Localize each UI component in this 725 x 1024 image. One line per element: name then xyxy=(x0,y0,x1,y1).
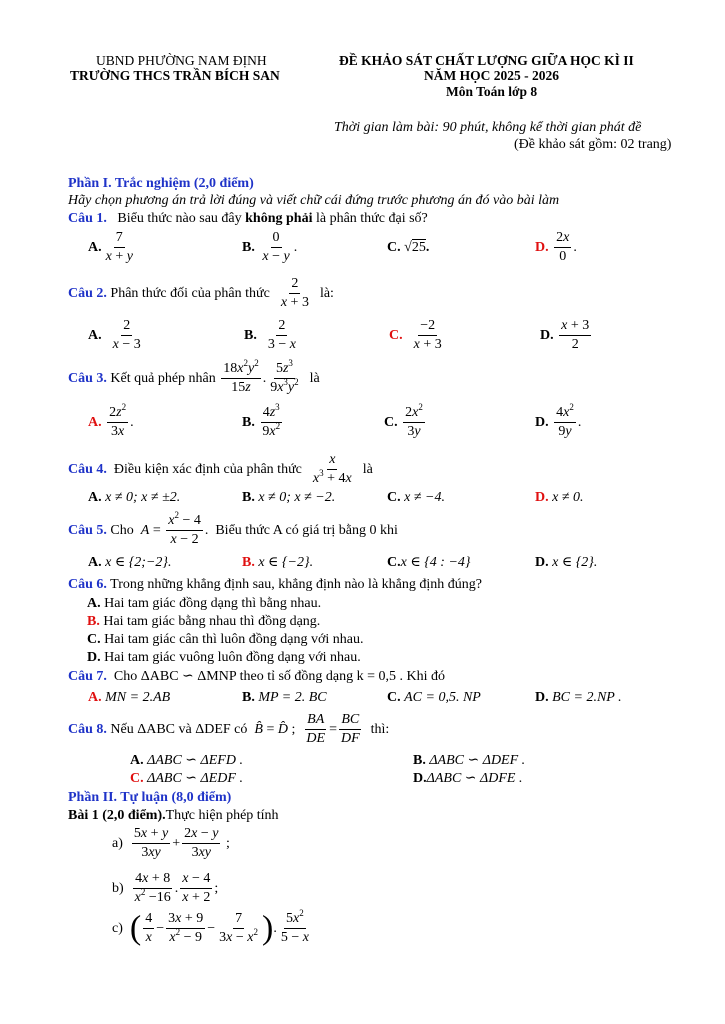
q8-b-value: ΔABC ∽ ΔDEF . xyxy=(429,753,526,768)
q3-d-letter: D. xyxy=(535,414,549,430)
q5-c-value: x ∈ {4 : −4} xyxy=(400,555,471,570)
subject: Môn Toán lớp 8 xyxy=(446,84,538,99)
bai1-text: Thực hiện phép tính xyxy=(165,808,279,823)
q6-d-value: Hai tam giác vuông luôn đồng dạng với nhau. xyxy=(104,650,361,665)
q3-a-letter: A. xyxy=(88,414,102,430)
q6-option-c xyxy=(87,632,363,648)
q7-c-value: AC = 0,5. NP xyxy=(404,690,481,705)
q4-d-letter: D. xyxy=(535,490,549,505)
question-2: Câu 2. Phân thức đối của phân thức $\frac{2}{x + 3}$ là: xyxy=(68,276,334,311)
q7-b-letter: B. xyxy=(242,690,255,705)
exam-title: ĐỀ KHẢO SÁT CHẤT LƯỢNG GIỮA HỌC KÌ II xyxy=(339,53,634,68)
q5-c-letter: C. xyxy=(387,555,401,570)
q7-a-value: MN = 2.AB xyxy=(105,690,171,705)
q4-a-value: x ≠ 0; x ≠ ±2. xyxy=(105,490,181,505)
school-name: TRƯỜNG THCS TRẦN BÍCH SAN xyxy=(70,68,280,83)
q6-b-value: Hai tam giác bằng nhau thì đồng dạng. xyxy=(103,614,321,629)
q7-option-a xyxy=(88,690,170,706)
q6-option-d xyxy=(87,650,361,666)
q7-b-value: MP = 2. BC xyxy=(258,690,327,705)
q2-option-d: D. $\frac{x + 3}{2}$ xyxy=(540,318,590,353)
q7-c-letter: C. xyxy=(387,690,401,705)
q4-label: Câu 4. xyxy=(68,461,107,477)
q7-text: Cho ΔABC ∽ ΔMNP theo tỉ số đồng dạng k = 0,5 . Khi đó xyxy=(113,669,446,684)
q6-d-letter: D. xyxy=(87,650,101,665)
q3-text: Kết quả phép nhân xyxy=(110,370,216,386)
q1-option-d: D. $\frac{2x}{0}$ . xyxy=(535,230,577,265)
q4-a-letter: A. xyxy=(88,490,102,505)
school-authority: UBND PHƯỜNG NAM ĐỊNH xyxy=(96,53,267,68)
q6-b-letter: B. xyxy=(87,614,100,629)
q1-option-c: C. √25. xyxy=(387,240,430,255)
q2-d-letter: D. xyxy=(540,327,554,343)
q5-b-letter: B. xyxy=(242,555,255,570)
q4-d-value: x ≠ 0. xyxy=(552,490,584,505)
school-year: NĂM HỌC 2025 - 2026 xyxy=(424,68,559,83)
q3-b-letter: B. xyxy=(242,414,255,430)
q5-a-value: x ∈ {2;−2}. xyxy=(105,555,172,570)
q5-option-d xyxy=(535,554,597,571)
q5-option-c xyxy=(387,554,471,571)
q1-label: Câu 1. xyxy=(68,211,107,226)
q1-emphasis: không phải xyxy=(245,211,313,226)
bai1-part-b: b) $\frac{4x + 8}{x^2 -16}$ . $\frac{x - 4}{x + 2}$ ; xyxy=(112,871,219,906)
q1-d-letter: D. xyxy=(535,239,549,255)
q2-b-letter: B. xyxy=(244,327,257,343)
question-6 xyxy=(68,577,482,593)
q3-option-d: D. $\frac{4x^2}{9y}$ . xyxy=(535,402,582,440)
q7-option-c xyxy=(387,690,481,706)
q8-option-a xyxy=(130,752,243,769)
q3-option-b: B. $\frac{4z^3}{9x^2}$ xyxy=(242,402,281,440)
q2-text: Phân thức đối của phân thức xyxy=(110,285,270,301)
question-4: Câu 4. Điều kiện xác định của phân thức $\frac{x}{x^3 + 4x}$ là xyxy=(68,452,373,487)
q1-a-letter: A. xyxy=(88,239,102,255)
q4-tail: là xyxy=(362,461,373,477)
q2-a-letter: A. xyxy=(88,327,102,343)
q3-option-a: A. $\frac{2z^2}{3x}$ . xyxy=(88,402,134,440)
q4-c-value: x ≠ −4. xyxy=(404,490,445,505)
q4-option-b xyxy=(242,490,335,506)
q8-b-letter: B. xyxy=(413,753,426,768)
q8-d-letter: D. xyxy=(413,771,427,786)
q7-d-letter: D. xyxy=(535,690,549,705)
q4-option-c xyxy=(387,490,445,506)
q6-text: Trong những khẳng định sau, khẳng định nào là khẳng định đúng? xyxy=(110,577,482,592)
bai1-c-label: c) xyxy=(112,920,123,936)
q8-label: Câu 8. xyxy=(68,721,107,737)
q3-option-c: C. $\frac{2x^2}{3y}$ xyxy=(384,402,423,440)
q7-label: Câu 7. xyxy=(68,669,107,684)
q8-a-value: ΔABC ∽ ΔEFD . xyxy=(147,753,243,768)
q5-option-a xyxy=(88,554,172,571)
question-8: Câu 8. Nếu ΔABC và ΔDEF có B̂ = D̂ ; $\frac{BA}{DE}$ = $\frac{BC}{DF}$ thì: xyxy=(68,712,390,747)
q8-tail: thì: xyxy=(370,721,390,737)
q6-option-b xyxy=(87,614,320,630)
q5-d-value: x ∈ {2}. xyxy=(552,555,598,570)
question-7 xyxy=(68,668,445,685)
q4-option-d xyxy=(535,490,584,506)
q5-option-b xyxy=(242,554,313,571)
q8-option-c xyxy=(130,770,243,787)
q2-tail: là: xyxy=(319,285,334,301)
q5-tail: Biểu thức A có giá trị bằng 0 khi xyxy=(215,522,398,538)
q6-a-letter: A. xyxy=(87,596,101,611)
q6-c-letter: C. xyxy=(87,632,101,647)
q2-option-a: A. $\frac{2}{x - 3}$ xyxy=(88,318,141,353)
q8-c-letter: C. xyxy=(130,771,144,786)
q1-option-b: B. $\frac{0}{x - y}$ . xyxy=(242,230,298,265)
q1-text-end: là phân thức đại số? xyxy=(312,211,428,226)
q7-d-value: BC = 2.NP . xyxy=(552,690,622,705)
q1-c-letter: C. xyxy=(387,240,401,255)
q4-b-value: x ≠ 0; x ≠ −2. xyxy=(258,490,336,505)
q3-c-letter: C. xyxy=(384,414,398,430)
q8-a-letter: A. xyxy=(130,753,144,768)
q2-label: Câu 2. xyxy=(68,285,107,301)
q3-label: Câu 3. xyxy=(68,370,107,386)
q5-a-letter: A. xyxy=(88,555,102,570)
bai1-label: Bài 1 (2,0 điểm). xyxy=(68,808,166,823)
time-note: Thời gian làm bài: 90 phút, không kể thời gian phát đề xyxy=(334,120,642,135)
q8-option-d xyxy=(413,770,522,787)
bai1-b-label: b) xyxy=(112,880,124,896)
q2-c-letter: C. xyxy=(389,327,403,343)
q8-option-b xyxy=(413,752,525,769)
q2-option-c: C. $\frac{-2}{x + 3}$ xyxy=(389,318,442,353)
q3-tail: là xyxy=(309,370,320,386)
q6-option-a xyxy=(87,596,321,612)
pages-note: (Đề khảo sát gồm: 02 trang) xyxy=(514,137,672,152)
bai1-part-c: c) ( $\frac{4}{x}$ − $\frac{3x + 9}{x^2 - 9}$ − $\frac{7}{3x - x^2}$ ). $\frac{5x^2}{5 - x}$ xyxy=(112,908,309,947)
q4-c-letter: C. xyxy=(387,490,401,505)
q5-b-value: x ∈ {−2}. xyxy=(258,555,314,570)
q6-a-value: Hai tam giác đồng dạng thì bằng nhau. xyxy=(104,596,322,611)
bai1-part-a: a) $\frac{5x + y}{3xy}$ + $\frac{2x - y}{3xy}$ ; xyxy=(112,826,230,861)
bai1-heading xyxy=(68,808,279,824)
part1-instruction: Hãy chọn phương án trả lời đúng và viết chữ cái đứng trước phương án đó vào bài làm xyxy=(68,193,560,208)
q8-text: Nếu ΔABC và ΔDEF có xyxy=(110,721,248,737)
q1-text: Biểu thức nào sau đây xyxy=(117,211,246,226)
q6-label: Câu 6. xyxy=(68,577,107,592)
part1-title: Phần I. Trắc nghiệm (2,0 điểm) xyxy=(68,176,254,191)
bai1-a-label: a) xyxy=(112,835,123,851)
q5-label: Câu 5. xyxy=(68,522,107,538)
q8-c-value: ΔABC ∽ ΔEDF . xyxy=(147,771,243,786)
q7-a-letter: A. xyxy=(88,690,102,705)
q8-d-value: ΔABC ∽ ΔDFE . xyxy=(426,771,523,786)
q6-c-value: Hai tam giác cân thì luôn đồng dạng với nhau. xyxy=(104,632,364,647)
question-5: Câu 5. Cho A = $\frac{x^2 - 4}{x - 2}$ . Biểu thức A có giá trị bằng 0 khi xyxy=(68,510,398,548)
question-3: Câu 3. Kết quả phép nhân $\frac{18x^2y^2}{15z}$ . $\frac{5z^3}{9x^3y^2}$ là xyxy=(68,358,320,396)
question-1 xyxy=(68,211,428,227)
q4-text: Điều kiện xác định của phân thức xyxy=(113,461,302,477)
part2-title: Phần II. Tự luận (8,0 điểm) xyxy=(68,790,232,805)
q5-text: Cho xyxy=(110,522,134,538)
q5-d-letter: D. xyxy=(535,555,549,570)
q7-option-d xyxy=(535,690,622,706)
q7-option-b xyxy=(242,690,327,706)
q2-option-b: B. $\frac{2}{3 - x}$ xyxy=(244,318,296,353)
q1-b-letter: B. xyxy=(242,239,255,255)
q4-option-a xyxy=(88,490,180,506)
q4-b-letter: B. xyxy=(242,490,255,505)
q1-option-a: A. $\frac{7}{x + y}$ xyxy=(88,230,133,265)
